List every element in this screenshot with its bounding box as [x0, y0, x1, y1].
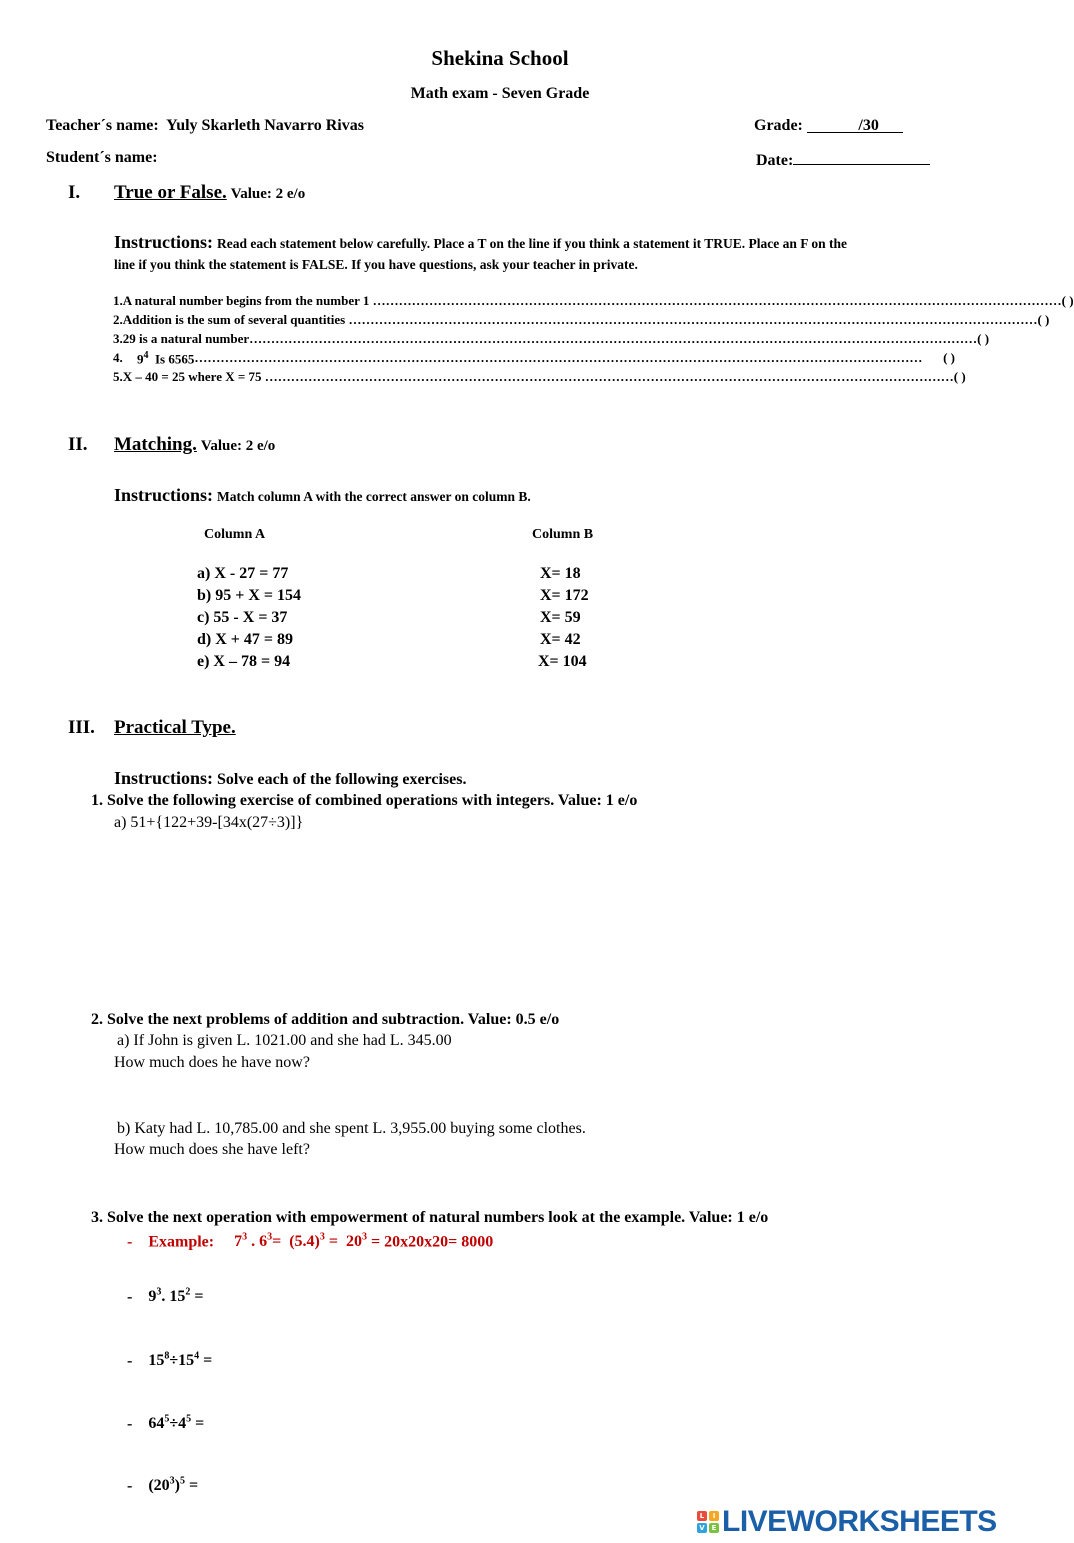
- section2-title: Matching.: [114, 434, 197, 455]
- tf-answer-box[interactable]: ( ): [1061, 293, 1074, 308]
- logo-letter: I: [709, 1511, 719, 1521]
- instructions-text: Solve each of the following exercises.: [217, 771, 467, 788]
- date-label: Date:: [756, 152, 794, 169]
- power-exercise: [127, 1287, 203, 1306]
- section1-title: True or False.: [114, 182, 227, 203]
- exercise-expression: $64^5\div 4^5$ =: [148, 1414, 205, 1433]
- bullet-dash: -: [127, 1352, 133, 1370]
- exercise-expression: $9^3$. $15^2$ =: [148, 1287, 204, 1306]
- bullet-dash: -: [127, 1288, 133, 1306]
- question-2a-prompt: How much does he have now?: [114, 1054, 310, 1071]
- question-2: 2. Solve the next problems of addition and subtraction. Value: 0.5 e/o: [91, 1011, 560, 1028]
- power-exercise: [127, 1351, 212, 1370]
- column-b-item[interactable]: X= 172: [540, 587, 589, 604]
- bullet-dash: -: [127, 1233, 133, 1251]
- column-a-header: Column A: [204, 527, 266, 542]
- example-result: = 20x20x20= 8000: [371, 1233, 494, 1251]
- grade-field: [754, 117, 903, 135]
- tf-item: 4. $9^4$ Is 6565 …………………………………………………………………………………………………………………………………………………… ( ): [113, 350, 955, 367]
- tf-item-number: 1.: [113, 293, 123, 308]
- bullet-dash: -: [127, 1477, 133, 1495]
- column-b-header: Column B: [532, 527, 594, 542]
- question-2b-prompt: How much does she have left?: [114, 1141, 310, 1158]
- tf-item-statement: 29 is a natural number: [122, 331, 250, 346]
- instructions-text-line2: line if you think the statement is FALSE. If you have questions, ask your teacher in private.: [114, 257, 638, 272]
- date-blank[interactable]: [793, 149, 930, 165]
- tf-item-number: 4.: [113, 350, 123, 365]
- tf-power-exponent: 4: [143, 350, 149, 361]
- teacher-label: Teacher´s name:: [46, 117, 159, 134]
- tf-item-number: 5.: [113, 369, 123, 384]
- tf-power-base: 9: [137, 351, 144, 367]
- instructions-text: Read each statement below carefully. Place a T on the line if you think a statement it TRUE. Place an F on the: [217, 236, 847, 251]
- tf-item-statement: A natural number begins from the number 1: [122, 293, 370, 308]
- power-example: [127, 1232, 493, 1251]
- tf-answer-box[interactable]: ( ): [1037, 312, 1050, 327]
- section3-title: Practical Type.: [114, 717, 236, 738]
- section1-instructions: [114, 232, 847, 253]
- grade-value: /30: [858, 117, 879, 134]
- column-b-item[interactable]: X= 59: [540, 609, 581, 626]
- power-exercise: [127, 1476, 198, 1495]
- column-b-item[interactable]: X= 42: [540, 631, 581, 648]
- instructions-label: Instructions:: [114, 768, 214, 788]
- section1-heading: [114, 182, 305, 204]
- section1-numeral: I.: [68, 182, 81, 203]
- column-a-item: d) X + 47 = 89: [197, 631, 294, 648]
- instructions-label: Instructions:: [114, 232, 214, 252]
- column-a-item: a) X - 27 = 77: [197, 565, 289, 582]
- exercise-expression: $15^8\div 15^4$ =: [148, 1351, 213, 1370]
- tf-item-number: 2.: [113, 312, 123, 327]
- section2-value: Value: 2 e/o: [200, 438, 276, 454]
- section3-instructions: [114, 768, 466, 789]
- tf-item-statement: X – 40 = 25 where X = 75: [122, 369, 262, 384]
- question-1: 1. Solve the following exercise of combined operations with integers. Value: 1 e/o: [91, 792, 638, 809]
- section3-numeral: III.: [68, 717, 95, 738]
- grade-label: Grade:: [754, 117, 803, 134]
- section2-numeral: II.: [68, 434, 88, 455]
- exercise-expression: $(20^3)^5$ =: [148, 1476, 199, 1495]
- column-a-item: c) 55 - X = 37: [197, 609, 288, 626]
- logo-mark-icon: [697, 1511, 719, 1533]
- liveworksheets-logo[interactable]: [697, 1506, 997, 1538]
- tf-answer-box[interactable]: ( ): [943, 350, 955, 365]
- power-exercise: [127, 1414, 204, 1433]
- column-a-item: b) 95 + X = 154: [197, 587, 302, 604]
- logo-letter: V: [697, 1523, 707, 1533]
- instructions-text: Match column A with the correct answer on column B.: [217, 489, 531, 504]
- student-label: Student´s name:: [46, 149, 158, 166]
- section1-value: Value: 2 e/o: [230, 186, 306, 202]
- question-1a: a) 51+{122+39-[34x(27÷3)]}: [114, 814, 304, 831]
- tf-item-statement: Addition is the sum of several quantities: [122, 312, 346, 327]
- example-label: Example:: [148, 1233, 215, 1251]
- question-2b: b) Katy had L. 10,785.00 and she spent L. 3,955.00 buying some clothes.: [117, 1120, 586, 1137]
- tf-answer-box[interactable]: ( ): [977, 331, 990, 346]
- column-a-item: e) X – 78 = 94: [197, 653, 291, 670]
- tf-answer-box[interactable]: ( ): [953, 369, 966, 384]
- section2-heading: [114, 434, 275, 456]
- school-name: Shekina School: [431, 46, 569, 70]
- tf-power-text: Is 6565: [148, 351, 195, 367]
- tf-item-statement: [137, 350, 194, 367]
- section2-instructions: [114, 485, 531, 506]
- grade-blank[interactable]: [807, 117, 903, 133]
- question-2a: a) If John is given L. 1021.00 and she had L. 345.00: [117, 1032, 452, 1049]
- bullet-dash: -: [127, 1415, 133, 1433]
- instructions-label: Instructions:: [114, 485, 214, 505]
- column-b-item[interactable]: X= 18: [540, 565, 581, 582]
- example-expression: $7^3$ . $6^3= (5.4)^3 = 20^3$: [234, 1232, 368, 1251]
- teacher-line: [46, 117, 364, 135]
- logo-letter: E: [709, 1523, 719, 1533]
- logo-letter: L: [697, 1511, 707, 1521]
- date-field: [756, 149, 930, 170]
- tf-item-number: 3.: [113, 331, 123, 346]
- column-b-item[interactable]: X= 104: [538, 653, 587, 670]
- exam-subtitle: Math exam - Seven Grade: [410, 85, 590, 102]
- logo-text: LIVEWORKSHEETS: [722, 1505, 997, 1538]
- teacher-name: Yuly Skarleth Navarro Rivas: [166, 117, 364, 134]
- question-3: 3. Solve the next operation with empowerment of natural numbers look at the example. Value: 1 e/o: [91, 1209, 769, 1226]
- tf-item: 3. 29 is a natural number …………………………………………………………………………………………………………………………………………………… ( ): [113, 331, 990, 346]
- tf-item: 1. A natural number begins from the number 1 …………………………………………………………………………………………………………………………………………… ( ): [113, 293, 1074, 308]
- tf-item: 2. Addition is the sum of several quantities …………………………………………………………………………………………………………………………………………… ( ): [113, 312, 1050, 327]
- tf-item: 5. X – 40 = 25 where X = 75 …………………………………………………………………………………………………………………………………………… ( ): [113, 369, 966, 384]
